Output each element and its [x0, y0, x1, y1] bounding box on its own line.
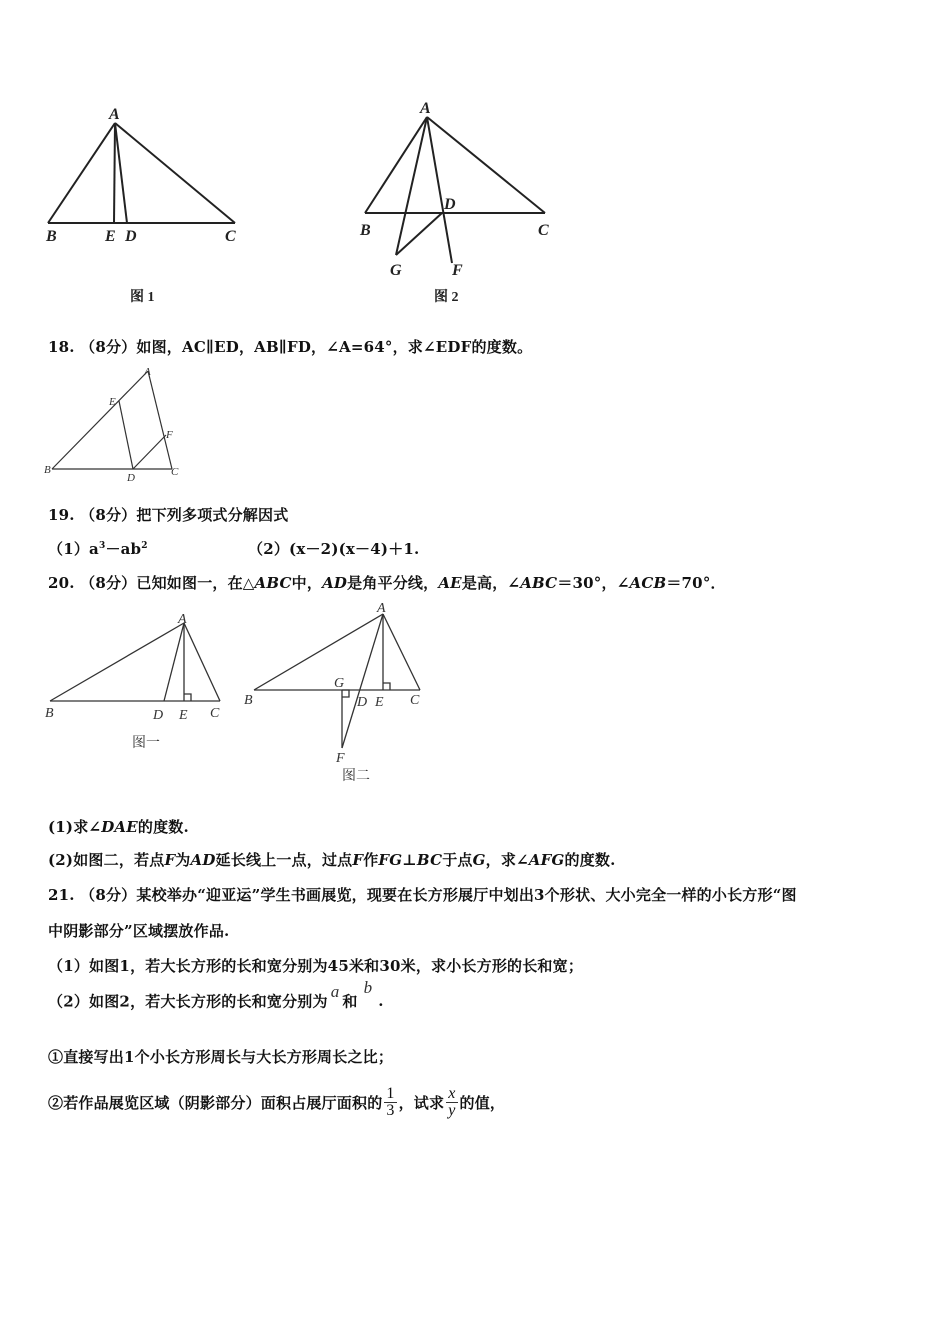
- label-E: E: [109, 396, 116, 408]
- var: F: [164, 851, 176, 869]
- question-21-sub-2: [48, 978, 384, 1012]
- label-A: A: [178, 612, 187, 627]
- exponent: 3: [98, 541, 106, 551]
- label-B: B: [45, 706, 54, 721]
- label-E: E: [179, 708, 188, 723]
- var-b: b: [363, 978, 373, 997]
- label-D: D: [127, 472, 135, 484]
- part-label: （2）: [248, 540, 290, 558]
- text: ①直接写出1个小长方形周长与大长方形周长之比；: [48, 1048, 394, 1066]
- label-B: B: [44, 464, 51, 476]
- question-21-line-2: [48, 920, 229, 941]
- var: FG: [378, 851, 403, 869]
- top-figure-1: [30, 95, 260, 315]
- q20-figure-2: [240, 598, 440, 788]
- question-points: （8分）: [80, 506, 137, 524]
- text: 的度数.: [137, 818, 189, 836]
- text: 是高，∠: [461, 574, 521, 592]
- text: 的值，: [459, 1094, 506, 1112]
- question-19-part-2: [248, 538, 419, 559]
- label-E: E: [105, 228, 116, 245]
- exponent: 2: [141, 541, 148, 551]
- text: ，试求: [398, 1094, 445, 1112]
- label-D: D: [153, 708, 164, 723]
- question-21-item-2: [48, 1086, 505, 1119]
- text: 于点: [442, 851, 473, 869]
- expr: a: [89, 540, 99, 558]
- question-21-item-1: [48, 1046, 393, 1067]
- text: 的度数.: [564, 851, 616, 869]
- label-A: A: [109, 106, 120, 123]
- text: 延长线上一点，过点: [215, 851, 353, 869]
- question-20-sub-1: [48, 816, 189, 837]
- label-C: C: [210, 706, 220, 721]
- fraction-one-third: [384, 1086, 396, 1119]
- label-F: F: [166, 429, 173, 441]
- var: G: [472, 851, 486, 869]
- label-D: D: [444, 196, 456, 213]
- fraction-x-over-y: [446, 1086, 457, 1119]
- question-number: 18.: [48, 338, 75, 356]
- var: BC: [416, 851, 443, 869]
- q20-figure-1: [40, 605, 240, 755]
- question-points: （8分）: [80, 338, 137, 356]
- var: ACB: [629, 574, 667, 592]
- q18-figure: [40, 365, 190, 485]
- text: ⊥: [402, 851, 417, 869]
- question-text: 某校举办“迎亚运”学生书画展览，现要在长方形展厅中划出3个形状、大小完全一样的小长方形“图: [136, 886, 797, 904]
- var: AE: [438, 574, 462, 592]
- text: (2)如图二，若点: [48, 851, 165, 869]
- label-F: F: [336, 751, 345, 766]
- label-A: A: [144, 366, 151, 378]
- question-text: 中阴影部分”区域摆放作品.: [48, 922, 230, 940]
- var: ABC: [520, 574, 558, 592]
- expr: －ab: [105, 540, 142, 558]
- var: AFG: [528, 851, 565, 869]
- question-text: 如图，AC∥ED，AB∥FD，∠A=64°，求∠EDF的度数。: [136, 338, 533, 356]
- text: （2）如图2，若大长方形的长和宽分别为: [48, 992, 328, 1011]
- label-C: C: [171, 466, 179, 478]
- label-D: D: [357, 695, 368, 710]
- figure-caption: 图 2: [434, 290, 459, 305]
- question-points: （8分）: [80, 886, 137, 904]
- label-C: C: [538, 222, 549, 239]
- question-number: 21.: [48, 886, 75, 904]
- question-18: [48, 336, 532, 357]
- question-20: [48, 572, 726, 593]
- figure-caption: 图 1: [130, 290, 155, 305]
- text: ，求∠: [485, 851, 529, 869]
- var: AD: [190, 851, 216, 869]
- label-E: E: [375, 695, 384, 710]
- part-label: （1）: [48, 540, 90, 558]
- text: ②若作品展览区域（阴影部分）面积占展厅面积的: [48, 1094, 383, 1112]
- label-G: G: [390, 262, 402, 279]
- question-21-sub-1: [48, 955, 583, 976]
- label-B: B: [360, 222, 371, 239]
- text: 为: [175, 851, 191, 869]
- numerator: 1: [386, 1085, 395, 1102]
- question-19-part-1: [48, 538, 148, 559]
- label-D: D: [125, 228, 137, 245]
- label-A: A: [377, 601, 386, 616]
- text: 和: [342, 992, 358, 1011]
- text: ＝70°．: [666, 574, 726, 592]
- label-F: F: [452, 262, 463, 279]
- question-points: （8分）: [80, 574, 137, 592]
- question-number: 20.: [48, 574, 75, 592]
- numerator: x: [448, 1085, 456, 1102]
- var-a: a: [330, 982, 340, 1001]
- text: （1）如图1，若大长方形的长和宽分别为45米和30米，求小长方形的长和宽；: [48, 957, 584, 975]
- question-19: [48, 504, 288, 525]
- question-text: 把下列多项式分解因式: [136, 506, 289, 524]
- label-C: C: [225, 228, 236, 245]
- label-B: B: [244, 693, 253, 708]
- denominator: y: [448, 1102, 456, 1119]
- text: ＝30°，∠: [557, 574, 630, 592]
- expr: (x－2)(x－4)＋1.: [289, 540, 420, 558]
- text: 已知如图一，在△: [136, 574, 255, 592]
- var: F: [352, 851, 364, 869]
- text: 作: [363, 851, 379, 869]
- label-B: B: [46, 228, 57, 245]
- var: ABC: [254, 574, 292, 592]
- var: DAE: [101, 818, 138, 836]
- label-G: G: [334, 676, 345, 691]
- text: 中，: [291, 574, 323, 592]
- top-figure-2: [350, 95, 570, 315]
- text: 是角平分线，: [347, 574, 439, 592]
- question-21: [48, 884, 797, 905]
- text: .: [378, 992, 384, 1010]
- denominator: 3: [386, 1102, 395, 1119]
- var: AD: [322, 574, 348, 592]
- question-number: 19.: [48, 506, 75, 524]
- label-C: C: [410, 693, 420, 708]
- text: (1)求∠: [48, 818, 102, 836]
- figure-caption: 图一: [132, 736, 160, 751]
- figure-caption: 图二: [342, 769, 370, 784]
- question-20-sub-2: [48, 849, 616, 870]
- label-A: A: [420, 100, 431, 117]
